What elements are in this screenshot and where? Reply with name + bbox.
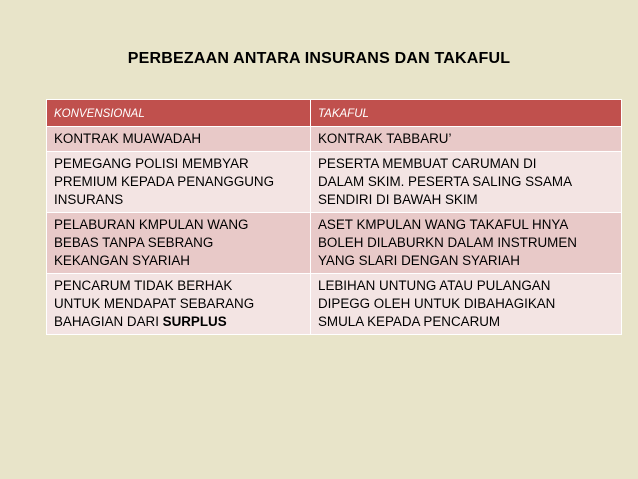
cell-text: KEKANGAN SYARIAH: [54, 253, 190, 268]
cell-text: PESERTA MEMBUAT CARUMAN DI: [318, 156, 537, 171]
slide-title: PERBEZAAN ANTARA INSURANS DAN TAKAFUL: [127, 50, 511, 67]
cell-text: LEBIHAN UNTUNG ATAU PULANGAN: [318, 278, 551, 293]
cell-text: BEBAS TANPA SEBRANG: [54, 235, 214, 250]
header-takaful: TAKAFUL: [311, 100, 622, 127]
cell-text: INSURANS: [54, 192, 124, 207]
cell-text: UNTUK MENDAPAT SEBARANG: [54, 296, 255, 311]
cell-konvensional: [47, 213, 311, 274]
cell-text: DIPEGG OLEH UNTUK DIBAHAGIKAN: [318, 296, 556, 311]
cell-text: PEMEGANG POLISI MEMBYAR: [54, 156, 249, 171]
cell-text: YANG SLARI DENGAN SYARIAH: [318, 253, 520, 268]
table-row: [47, 274, 622, 335]
table-row: [47, 127, 622, 152]
cell-takaful: [311, 274, 622, 335]
cell-text: SMULA KEPADA PENCARUM: [318, 314, 501, 329]
cell-text: ASET KMPULAN WANG TAKAFUL HNYA: [318, 217, 569, 232]
cell-takaful: [311, 213, 622, 274]
cell-text: KONTRAK TABBARU’: [318, 131, 452, 146]
table-header-row: [47, 100, 622, 127]
cell-konvensional: [47, 152, 311, 213]
cell-text-line: [54, 313, 304, 331]
cell-text: PREMIUM KEPADA PENANGGUNG: [54, 174, 274, 189]
cell-konvensional: [47, 274, 311, 335]
table-row: [47, 213, 622, 274]
cell-takaful: [311, 152, 622, 213]
cell-konvensional: [47, 127, 311, 152]
cell-text: DALAM SKIM. PESERTA SALING SSAMA: [318, 174, 573, 189]
table-row: [47, 152, 622, 213]
surplus-emphasis: SURPLUS: [162, 314, 227, 329]
header-konvensional: KONVENSIONAL: [47, 100, 311, 127]
cell-text: BOLEH DILABURKN DALAM INSTRUMEN: [318, 235, 577, 250]
cell-text: PENCARUM TIDAK BERHAK: [54, 278, 233, 293]
comparison-table: [46, 99, 622, 335]
cell-text: KONTRAK MUAWADAH: [54, 131, 202, 146]
cell-text: PELABURAN KMPULAN WANG: [54, 217, 249, 232]
cell-takaful: [311, 127, 622, 152]
cell-text: SENDIRI DI BAWAH SKIM: [318, 192, 478, 207]
cell-text: BAHAGIAN DARI: [54, 314, 163, 329]
